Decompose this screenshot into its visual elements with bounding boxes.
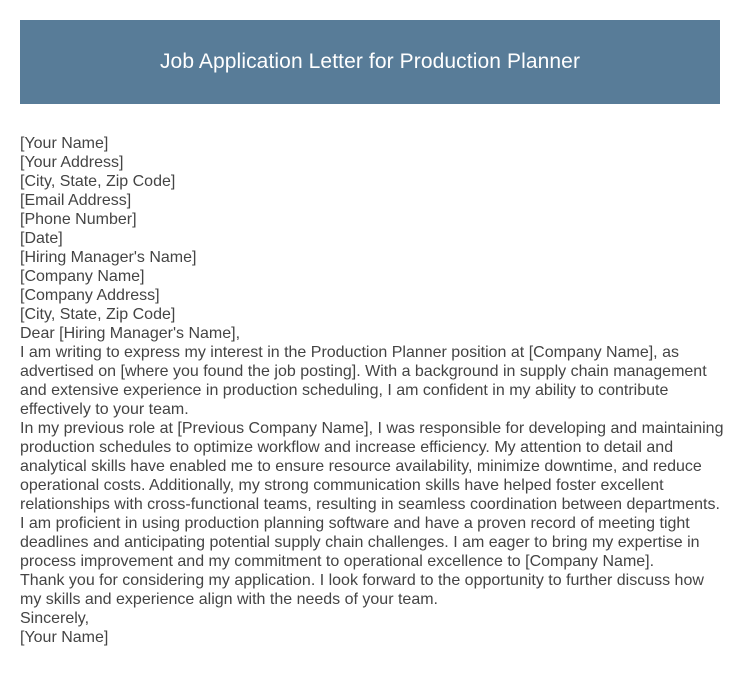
sender-email: [Email Address]: [20, 192, 132, 209]
salutation: Dear [Hiring Manager's Name],: [20, 325, 241, 342]
sender-city-state-zip: [City, State, Zip Code]: [20, 173, 176, 190]
signature: [Your Name]: [20, 629, 109, 646]
page-title: Job Application Letter for Production Planner: [159, 50, 581, 73]
paragraph: Thank you for considering my application. I look forward to the opportunity to further discuss how my skills and experience align with the needs of your team.: [20, 572, 709, 608]
recipient-city-state-zip: [City, State, Zip Code]: [20, 306, 176, 323]
paragraph: I am writing to express my interest in the Production Planner position at [Company Name], as advertised on [where you found the job posting]. With a background in supply chain management and extensive experience in production scheduling, I am confident in my ability to contribute effectively to your team.: [20, 344, 712, 418]
sender-name: [Your Name]: [20, 135, 109, 152]
sender-phone: [Phone Number]: [20, 211, 137, 228]
recipient-address: [Company Address]: [20, 287, 160, 304]
sender-address: [Your Address]: [20, 154, 124, 171]
recipient-company: [Company Name]: [20, 268, 145, 285]
closing: Sincerely,: [20, 610, 90, 627]
letter-body: [20, 134, 726, 647]
recipient-name: [Hiring Manager's Name]: [20, 249, 197, 266]
letter-header: [20, 20, 720, 104]
paragraph: In my previous role at [Previous Company Name], I was responsible for developing and maintaining production schedules to optimize workflow and increase efficiency. My attention to detail and analytical skills have enabled me to ensure resource availability, minimize downtime, and reduce operational costs. Additionally, my strong communication skills have helped foster excellent relationships with cross-functional teams, resulting in seamless coordination between departments.: [20, 420, 728, 513]
paragraph: I am proficient in using production planning software and have a proven record of meeting tight deadlines and anticipating potential supply chain challenges. I am eager to bring my expertise in process improvement and my commitment to operational excellence to [Company Name].: [20, 515, 704, 570]
letter-date: [Date]: [20, 230, 63, 247]
